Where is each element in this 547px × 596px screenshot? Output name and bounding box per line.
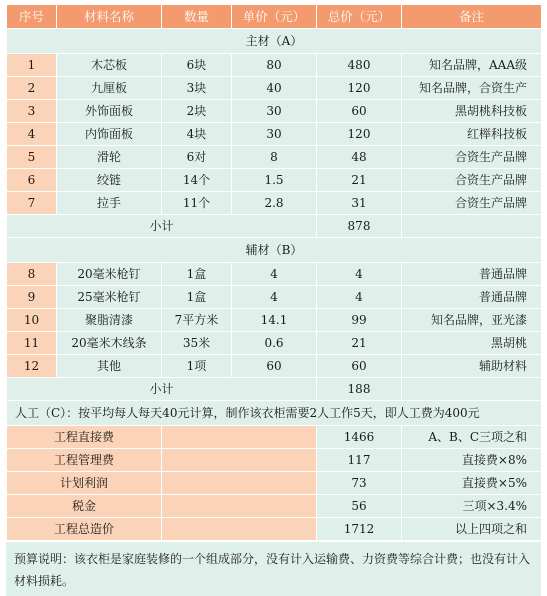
header-no: 序号	[7, 5, 57, 29]
aux-subtotal-label: 小计	[7, 378, 317, 401]
table-row	[7, 263, 542, 286]
row-price: 2.8	[232, 192, 317, 215]
cost-spacer	[162, 449, 317, 472]
row-note: 知名品牌，合资生产	[402, 77, 542, 100]
cost-row	[7, 518, 542, 541]
header-qty: 数量	[162, 5, 232, 29]
main-subtotal-value: 878	[317, 215, 402, 238]
row-name: 20毫米木线条	[57, 332, 162, 355]
row-note: 辅助材料	[402, 355, 542, 378]
header-row	[7, 5, 542, 29]
row-qty: 6块	[162, 54, 232, 77]
row-qty: 3块	[162, 77, 232, 100]
row-price: 4	[232, 286, 317, 309]
header-total: 总价（元）	[317, 5, 402, 29]
table-row	[7, 54, 542, 77]
row-price: 60	[232, 355, 317, 378]
row-note: 黑胡桃科技板	[402, 100, 542, 123]
cost-label: 工程总造价	[7, 518, 162, 541]
main-subtotal-row	[7, 215, 542, 238]
table-row	[7, 286, 542, 309]
row-name: 九厘板	[57, 77, 162, 100]
row-no: 11	[7, 332, 57, 355]
row-qty: 35米	[162, 332, 232, 355]
row-name: 拉手	[57, 192, 162, 215]
row-qty: 1项	[162, 355, 232, 378]
row-name: 滑轮	[57, 146, 162, 169]
row-price: 0.6	[232, 332, 317, 355]
row-note: 普通品牌	[402, 286, 542, 309]
row-name: 20毫米枪钉	[57, 263, 162, 286]
labor-text: 人工（C）：按平均每人每天40元计算，制作该衣柜需要2人工作5天，即人工费为400元	[7, 401, 542, 426]
budget-sheet	[6, 4, 541, 596]
row-total: 31	[317, 192, 402, 215]
row-qty: 6对	[162, 146, 232, 169]
row-no: 1	[7, 54, 57, 77]
main-section-title: 主材（A）	[7, 29, 542, 54]
row-name: 内饰面板	[57, 123, 162, 146]
main-subtotal-note	[402, 215, 542, 238]
cost-spacer	[162, 472, 317, 495]
row-price: 1.5	[232, 169, 317, 192]
table-row	[7, 355, 542, 378]
row-no: 4	[7, 123, 57, 146]
row-price: 40	[232, 77, 317, 100]
cost-label: 税金	[7, 495, 162, 518]
row-note: 知名品牌，AAA级	[402, 54, 542, 77]
row-price: 4	[232, 263, 317, 286]
row-no: 5	[7, 146, 57, 169]
row-total: 4	[317, 286, 402, 309]
row-total: 480	[317, 54, 402, 77]
aux-subtotal-value: 188	[317, 378, 402, 401]
labor-row	[7, 401, 542, 426]
cost-label: 工程直接费	[7, 426, 162, 449]
cost-label: 工程管理费	[7, 449, 162, 472]
row-total: 21	[317, 332, 402, 355]
main-subtotal-label: 小计	[7, 215, 317, 238]
row-note: 合资生产品牌	[402, 169, 542, 192]
row-qty: 7平方米	[162, 309, 232, 332]
cost-row	[7, 449, 542, 472]
aux-subtotal-row	[7, 378, 542, 401]
row-qty: 4块	[162, 123, 232, 146]
row-no: 8	[7, 263, 57, 286]
row-qty: 1盒	[162, 263, 232, 286]
row-qty: 2块	[162, 100, 232, 123]
row-qty: 1盒	[162, 286, 232, 309]
row-price: 80	[232, 54, 317, 77]
row-total: 99	[317, 309, 402, 332]
cost-note: 直接费×5%	[402, 472, 542, 495]
row-note: 红榉科技板	[402, 123, 542, 146]
cost-note: 三项×3.4%	[402, 495, 542, 518]
row-name: 其他	[57, 355, 162, 378]
cost-label: 计划利润	[7, 472, 162, 495]
cost-note: A、B、C三项之和	[402, 426, 542, 449]
row-price: 14.1	[232, 309, 317, 332]
row-qty: 11个	[162, 192, 232, 215]
header-price: 单价（元）	[232, 5, 317, 29]
row-note: 知名品牌，亚光漆	[402, 309, 542, 332]
header-note: 备注	[402, 5, 542, 29]
row-no: 6	[7, 169, 57, 192]
row-total: 60	[317, 100, 402, 123]
row-note: 合资生产品牌	[402, 146, 542, 169]
table-row	[7, 192, 542, 215]
aux-section-title: 辅材（B）	[7, 238, 542, 263]
row-no: 3	[7, 100, 57, 123]
row-name: 外饰面板	[57, 100, 162, 123]
row-no: 12	[7, 355, 57, 378]
row-note: 黑胡桃	[402, 332, 542, 355]
row-total: 48	[317, 146, 402, 169]
cost-value: 1466	[317, 426, 402, 449]
budget-table	[6, 4, 542, 541]
table-row	[7, 100, 542, 123]
main-section-row	[7, 29, 542, 54]
cost-spacer	[162, 518, 317, 541]
cost-row	[7, 495, 542, 518]
table-row	[7, 309, 542, 332]
row-price: 30	[232, 100, 317, 123]
cost-note: 以上四项之和	[402, 518, 542, 541]
row-total: 4	[317, 263, 402, 286]
table-row	[7, 123, 542, 146]
row-no: 9	[7, 286, 57, 309]
header-name: 材料名称	[57, 5, 162, 29]
row-price: 8	[232, 146, 317, 169]
cost-row	[7, 426, 542, 449]
aux-subtotal-note	[402, 378, 542, 401]
cost-row	[7, 472, 542, 495]
row-no: 10	[7, 309, 57, 332]
cost-value: 117	[317, 449, 402, 472]
cost-note: 直接费×8%	[402, 449, 542, 472]
budget-footnote: 预算说明：该衣柜是家庭装修的一个组成部分，没有计入运输费、力资费等综合计费；也没有计入材料损耗。	[6, 542, 541, 596]
row-price: 30	[232, 123, 317, 146]
row-total: 120	[317, 123, 402, 146]
cost-value: 1712	[317, 518, 402, 541]
row-total: 21	[317, 169, 402, 192]
row-qty: 14个	[162, 169, 232, 192]
cost-spacer	[162, 426, 317, 449]
table-row	[7, 332, 542, 355]
table-row	[7, 77, 542, 100]
row-total: 120	[317, 77, 402, 100]
table-row	[7, 169, 542, 192]
row-no: 7	[7, 192, 57, 215]
row-note: 普通品牌	[402, 263, 542, 286]
row-name: 25毫米枪钉	[57, 286, 162, 309]
aux-section-row	[7, 238, 542, 263]
row-name: 聚脂清漆	[57, 309, 162, 332]
row-total: 60	[317, 355, 402, 378]
cost-spacer	[162, 495, 317, 518]
row-name: 木芯板	[57, 54, 162, 77]
row-no: 2	[7, 77, 57, 100]
row-name: 绞链	[57, 169, 162, 192]
cost-value: 56	[317, 495, 402, 518]
row-note: 合资生产品牌	[402, 192, 542, 215]
table-row	[7, 146, 542, 169]
cost-value: 73	[317, 472, 402, 495]
